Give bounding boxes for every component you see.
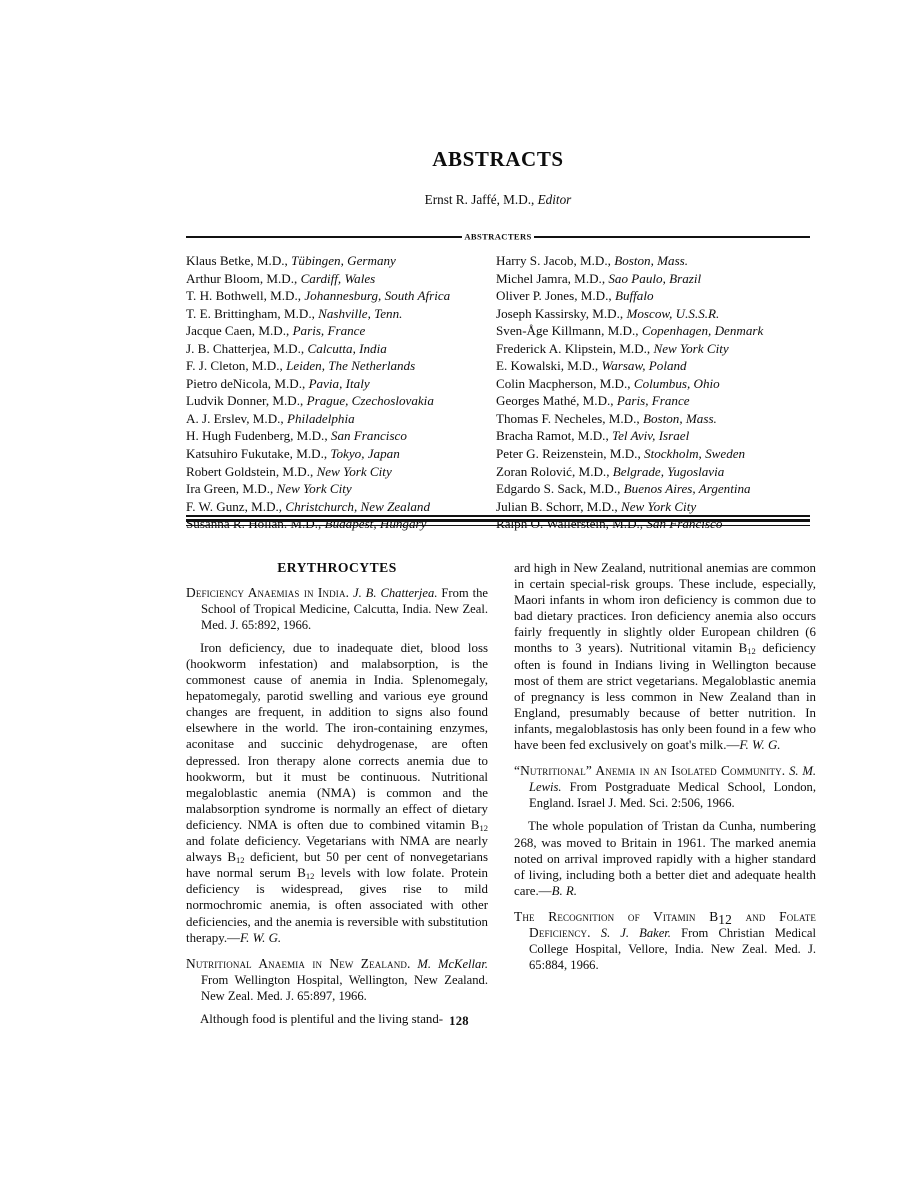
- abstracter-entry: [186, 410, 496, 428]
- abstracter-affiliation: New York City: [653, 340, 729, 356]
- abstracter-affiliation: Copenhagen, Denmark: [641, 323, 764, 339]
- abstracters-column-right: [496, 252, 816, 533]
- body-columns: [186, 560, 816, 1037]
- abstracter-entry: [496, 252, 816, 270]
- abstract-title: [186, 956, 488, 1004]
- abstracter-entry: [186, 252, 496, 270]
- abstracter-name: Ira Green, M.D.,: [186, 481, 274, 497]
- abstracter-entry: [186, 498, 496, 516]
- abstracter-entry: [186, 340, 496, 358]
- abstract-author: S. M. Lewis.: [529, 764, 817, 795]
- abstracter-name: Jacque Caen, M.D.,: [186, 323, 290, 339]
- abstracter-affiliation: Prague, Czechoslovakia: [306, 393, 434, 409]
- abstracter-signature: F. W. G.: [739, 738, 781, 753]
- page-title: ABSTRACTS: [432, 147, 564, 171]
- abstracter-affiliation: Pavia, Italy: [308, 375, 370, 391]
- abstract-source: From Wellington Hospital, Wellington, New Zealand. New Zeal. Med. J. 65:897, 1966.: [201, 972, 488, 1003]
- abstracter-entry: [496, 410, 816, 428]
- abstracter-affiliation: Philadelphia: [287, 410, 355, 426]
- abstracter-entry: [496, 392, 816, 410]
- abstracter-affiliation: Stockholm, Sweden: [644, 446, 746, 462]
- abstract-entry: [514, 763, 816, 899]
- subscript-12: 12: [305, 871, 315, 882]
- abstracter-entry: [496, 340, 816, 358]
- abstracter-entry: [496, 322, 816, 340]
- abstract-title-text: The Recognition of Vitamin B: [514, 908, 719, 924]
- page-number: 128: [449, 1014, 469, 1028]
- editor-role: Editor: [537, 192, 572, 208]
- abstracter-entry: [496, 357, 816, 375]
- abstracter-affiliation: Cardiff, Wales: [300, 270, 376, 286]
- abstracter-affiliation: San Francisco: [330, 428, 407, 444]
- abstracter-name: Klaus Betke, M.D.,: [186, 253, 288, 268]
- abstracter-affiliation: Warsaw, Poland: [601, 358, 687, 374]
- abstract-title-text: Deficiency Anaemias in India.: [186, 584, 350, 600]
- editor-name: Ernst R. Jaffé, M.D.,: [424, 192, 535, 208]
- abstracter-entry: [496, 498, 816, 516]
- abstracter-name: F. W. Gunz, M.D.,: [186, 498, 283, 514]
- abstracter-name: Sven-Åge Killmann, M.D.,: [496, 323, 639, 339]
- abstracter-name: F. J. Cleton, M.D.,: [186, 358, 283, 374]
- subscript-12: 12: [235, 854, 245, 865]
- abstract-source: From Christian Medical College Hospital, Vellore, India. New Zeal. Med. J. 65:884, 1966.: [529, 925, 816, 973]
- abstracter-affiliation: Tübingen, Germany: [291, 253, 396, 268]
- abstracter-name: E. Kowalski, M.D.,: [496, 358, 599, 374]
- abstracter-entry: [186, 375, 496, 393]
- abstract-body: Although food is plentiful and the living stand-: [200, 1011, 444, 1026]
- abstracter-name: Harry S. Jacob, M.D.,: [496, 253, 611, 268]
- abstracter-affiliation: Boston, Mass.: [614, 253, 689, 268]
- abstracter-entry: [186, 305, 496, 323]
- abstract-source: From Postgraduate Medical School, London, England. Israel J. Med. Sci. 2:506, 1966.: [529, 780, 816, 811]
- abstracter-affiliation: Johannesburg, South Africa: [304, 288, 451, 304]
- abstracter-affiliation: Leiden, The Netherlands: [286, 358, 416, 374]
- abstracter-affiliation: Sao Paulo, Brazil: [608, 270, 702, 286]
- abstracter-name: Michel Jamra, M.D.,: [496, 270, 606, 286]
- abstract-body-segment: levels with low folate. Protein deficiency is widespread, gives rise to mild normochromic anemia, is often associated with other deficiencies, and the anemia is reversible with substitution therapy.—: [186, 866, 488, 945]
- abstracter-name: Arthur Bloom, M.D.,: [186, 270, 298, 286]
- abstract-title: [186, 585, 488, 633]
- abstracter-name: Frederick A. Klipstein, M.D.,: [496, 340, 651, 356]
- abstracter-entry: [186, 463, 496, 481]
- abstract-entry: [514, 909, 816, 973]
- abstract-body-segment: deficient, but 50 per cent of nonvegetarians have normal serum B: [186, 850, 488, 881]
- abstracter-name: Robert Goldstein, M.D.,: [186, 463, 314, 479]
- abstracter-entry: [496, 480, 816, 498]
- abstracter-affiliation: New York City: [316, 463, 392, 479]
- abstracter-entry: [186, 445, 496, 463]
- abstracter-affiliation: Paris, France: [616, 393, 690, 409]
- abstract-body-segment: Iron deficiency, due to inadequate diet, blood loss (hookworm infestation) and malabsorption, is the commonest cause of anemia in India. Splenomegaly, hepatomegaly, parotid swelling and various eye ground changes are frequent, in addition to signs also found elsewhere in the world. The iron-containing enzymes, aconitase and succinic dehydrogenase, are often depressed. Iron therapy alone corrects anemia due to hookworm, but it must be continuous. Nutritional megaloblastic anemia (NMA) is common and the malabsorption syndrome is normally an effect of dietary deficiency. NMA is often due to combined vitamin B: [186, 640, 488, 832]
- abstracter-entry: [496, 463, 816, 481]
- abstract-title-text: Nutritional Anaemia in New Zealand.: [186, 955, 411, 971]
- section-heading: ERYTHROCYTES: [277, 560, 397, 575]
- abstracter-name: J. B. Chatterjea, M.D.,: [186, 340, 305, 356]
- divider-rule-thin-bottom: [186, 525, 810, 527]
- abstract-body-segment: deficiency often is found in Indians living in Wellington because most of them are strict vegetarians. Megaloblastic anemia of pregnancy is less common in New Zealand than in England, presumably because of better nutrition. In infants, megaloblastosis has only been found in a few who have been fed exclusively on goat's milk.—: [514, 641, 817, 753]
- abstracter-entry: [186, 322, 496, 340]
- abstracter-name: Edgardo S. Sack, M.D.,: [496, 481, 621, 497]
- abstracter-affiliation: Christchurch, New Zealand: [285, 498, 430, 514]
- abstracter-affiliation: Columbus, Ohio: [633, 375, 720, 391]
- abstract-continuation: [514, 560, 816, 753]
- abstracter-name: Bracha Ramot, M.D.,: [496, 428, 609, 444]
- abstract-author: M. McKellar.: [417, 956, 488, 971]
- abstracter-entry: [496, 427, 816, 445]
- abstract-body-segment: and folate deficiency. Vegetarians with NMA are nearly always B: [186, 834, 488, 865]
- abstracter-affiliation: Nashville, Tenn.: [318, 305, 403, 321]
- abstract-body-segment: ard high in New Zealand, nutritional anemias are common in certain special-risk groups. These include, especially, Maori infants in whom iron deficiency is common due to bad dietary practices. Iron deficiency anemia also occurs fairly frequently in slightly older European children (6 months to 3 years). Nutritional vitamin B: [514, 561, 816, 656]
- abstracter-name: T. E. Brittingham, M.D.,: [186, 305, 315, 321]
- abstracter-name: Joseph Kassirsky, M.D.,: [496, 305, 624, 321]
- abstract-source: From the School of Tropical Medicine, Calcutta, India. New Zeal. Med. J. 65:892, 1966.: [201, 585, 488, 632]
- abstracter-affiliation: Paris, France: [292, 323, 366, 339]
- abstracter-affiliation: Calcutta, India: [307, 340, 387, 356]
- abstracter-affiliation: Belgrade, Yugoslavia: [612, 463, 725, 479]
- abstracter-name: Pietro deNicola, M.D.,: [186, 375, 306, 391]
- subscript-12: 12: [479, 822, 488, 833]
- abstracter-name: Oliver P. Jones, M.D.,: [496, 288, 612, 304]
- masthead: [186, 148, 810, 208]
- abstract-body: [514, 818, 816, 898]
- abstracter-name: Thomas F. Necheles, M.D.,: [496, 410, 640, 426]
- editor-line: [186, 192, 810, 208]
- abstracter-entry: [496, 375, 816, 393]
- abstracter-entry: [186, 427, 496, 445]
- abstracter-name: Katsuhiro Fukutake, M.D.,: [186, 446, 328, 462]
- abstracter-entry: [186, 270, 496, 288]
- abstract-title: [514, 909, 816, 973]
- abstracter-affiliation: Buenos Aires, Argentina: [623, 481, 751, 497]
- abstracter-name: Peter G. Reizenstein, M.D.,: [496, 446, 641, 462]
- abstract-title: [514, 763, 816, 811]
- abstracter-affiliation: New York City: [620, 498, 697, 514]
- abstracter-name: T. H. Bothwell, M.D.,: [186, 288, 302, 304]
- abstracter-name: Georges Mathé, M.D.,: [496, 393, 614, 409]
- abstracter-signature: F. W. G.: [239, 930, 282, 945]
- rule-left-segment: [186, 236, 462, 238]
- abstracter-entry: [186, 480, 496, 498]
- abstracter-name: Zoran Rolović, M.D.,: [496, 463, 610, 479]
- abstracter-name: Julian B. Schorr, M.D.,: [496, 498, 618, 514]
- abstracter-entry: [496, 305, 816, 323]
- abstracter-name: Ludvik Donner, M.D.,: [186, 393, 304, 409]
- abstracters-label: ABSTRACTERS: [464, 231, 532, 242]
- abstracter-affiliation: Tokyo, Japan: [330, 446, 400, 462]
- abstracter-name: Colin Macpherson, M.D.,: [496, 375, 631, 391]
- abstract-body-segment: The whole population of Tristan da Cunha, numbering 268, was moved to Britain in 1961. The marked anemia noted on arrival improved rapidly with a higher standard of living, including both a better diet and adequate health care.—: [514, 819, 816, 898]
- section-divider: [186, 515, 810, 526]
- abstract-title-text: “Nutritional” Anemia in an Isolated Community.: [514, 763, 786, 779]
- abstracter-entry: [186, 392, 496, 410]
- subscript-12: 12: [747, 646, 756, 657]
- abstracter-entry: [186, 287, 496, 305]
- abstract-author: J. B. Chatterjea.: [353, 585, 438, 600]
- divider-rule-thin-top: [186, 515, 810, 517]
- abstracter-name: H. Hugh Fudenberg, M.D.,: [186, 428, 328, 444]
- subscript-12: 12: [718, 911, 732, 927]
- divider-rule-thick: [186, 519, 810, 522]
- abstracters-column-left: [186, 252, 496, 533]
- abstracter-affiliation: Buffalo: [614, 288, 654, 304]
- abstracter-entry: [496, 445, 816, 463]
- abstract-title-text: and Folate Deficiency.: [529, 908, 816, 940]
- abstracter-name: A. J. Erslev, M.D.,: [186, 410, 284, 426]
- body-column-left: [186, 560, 488, 1037]
- abstracter-affiliation: Boston, Mass.: [642, 410, 717, 426]
- abstract-body: [514, 560, 816, 753]
- abstracters-divider: [186, 231, 810, 243]
- abstract-body: [186, 640, 488, 946]
- abstracter-affiliation: Moscow, U.S.S.R.: [626, 305, 720, 321]
- abstract-entry: [186, 585, 488, 946]
- body-column-right: [514, 560, 816, 1037]
- rule-right-segment: [534, 236, 810, 238]
- abstracter-entry: [496, 287, 816, 305]
- abstracter-entry: [496, 270, 816, 288]
- abstracters-list: [186, 252, 816, 533]
- abstract-author: S. J. Baker.: [600, 925, 671, 940]
- abstracter-affiliation: Tel Aviv, Israel: [612, 428, 690, 444]
- abstracter-entry: [186, 357, 496, 375]
- abstracter-signature: B. R.: [551, 883, 577, 898]
- abstracter-affiliation: New York City: [276, 481, 352, 497]
